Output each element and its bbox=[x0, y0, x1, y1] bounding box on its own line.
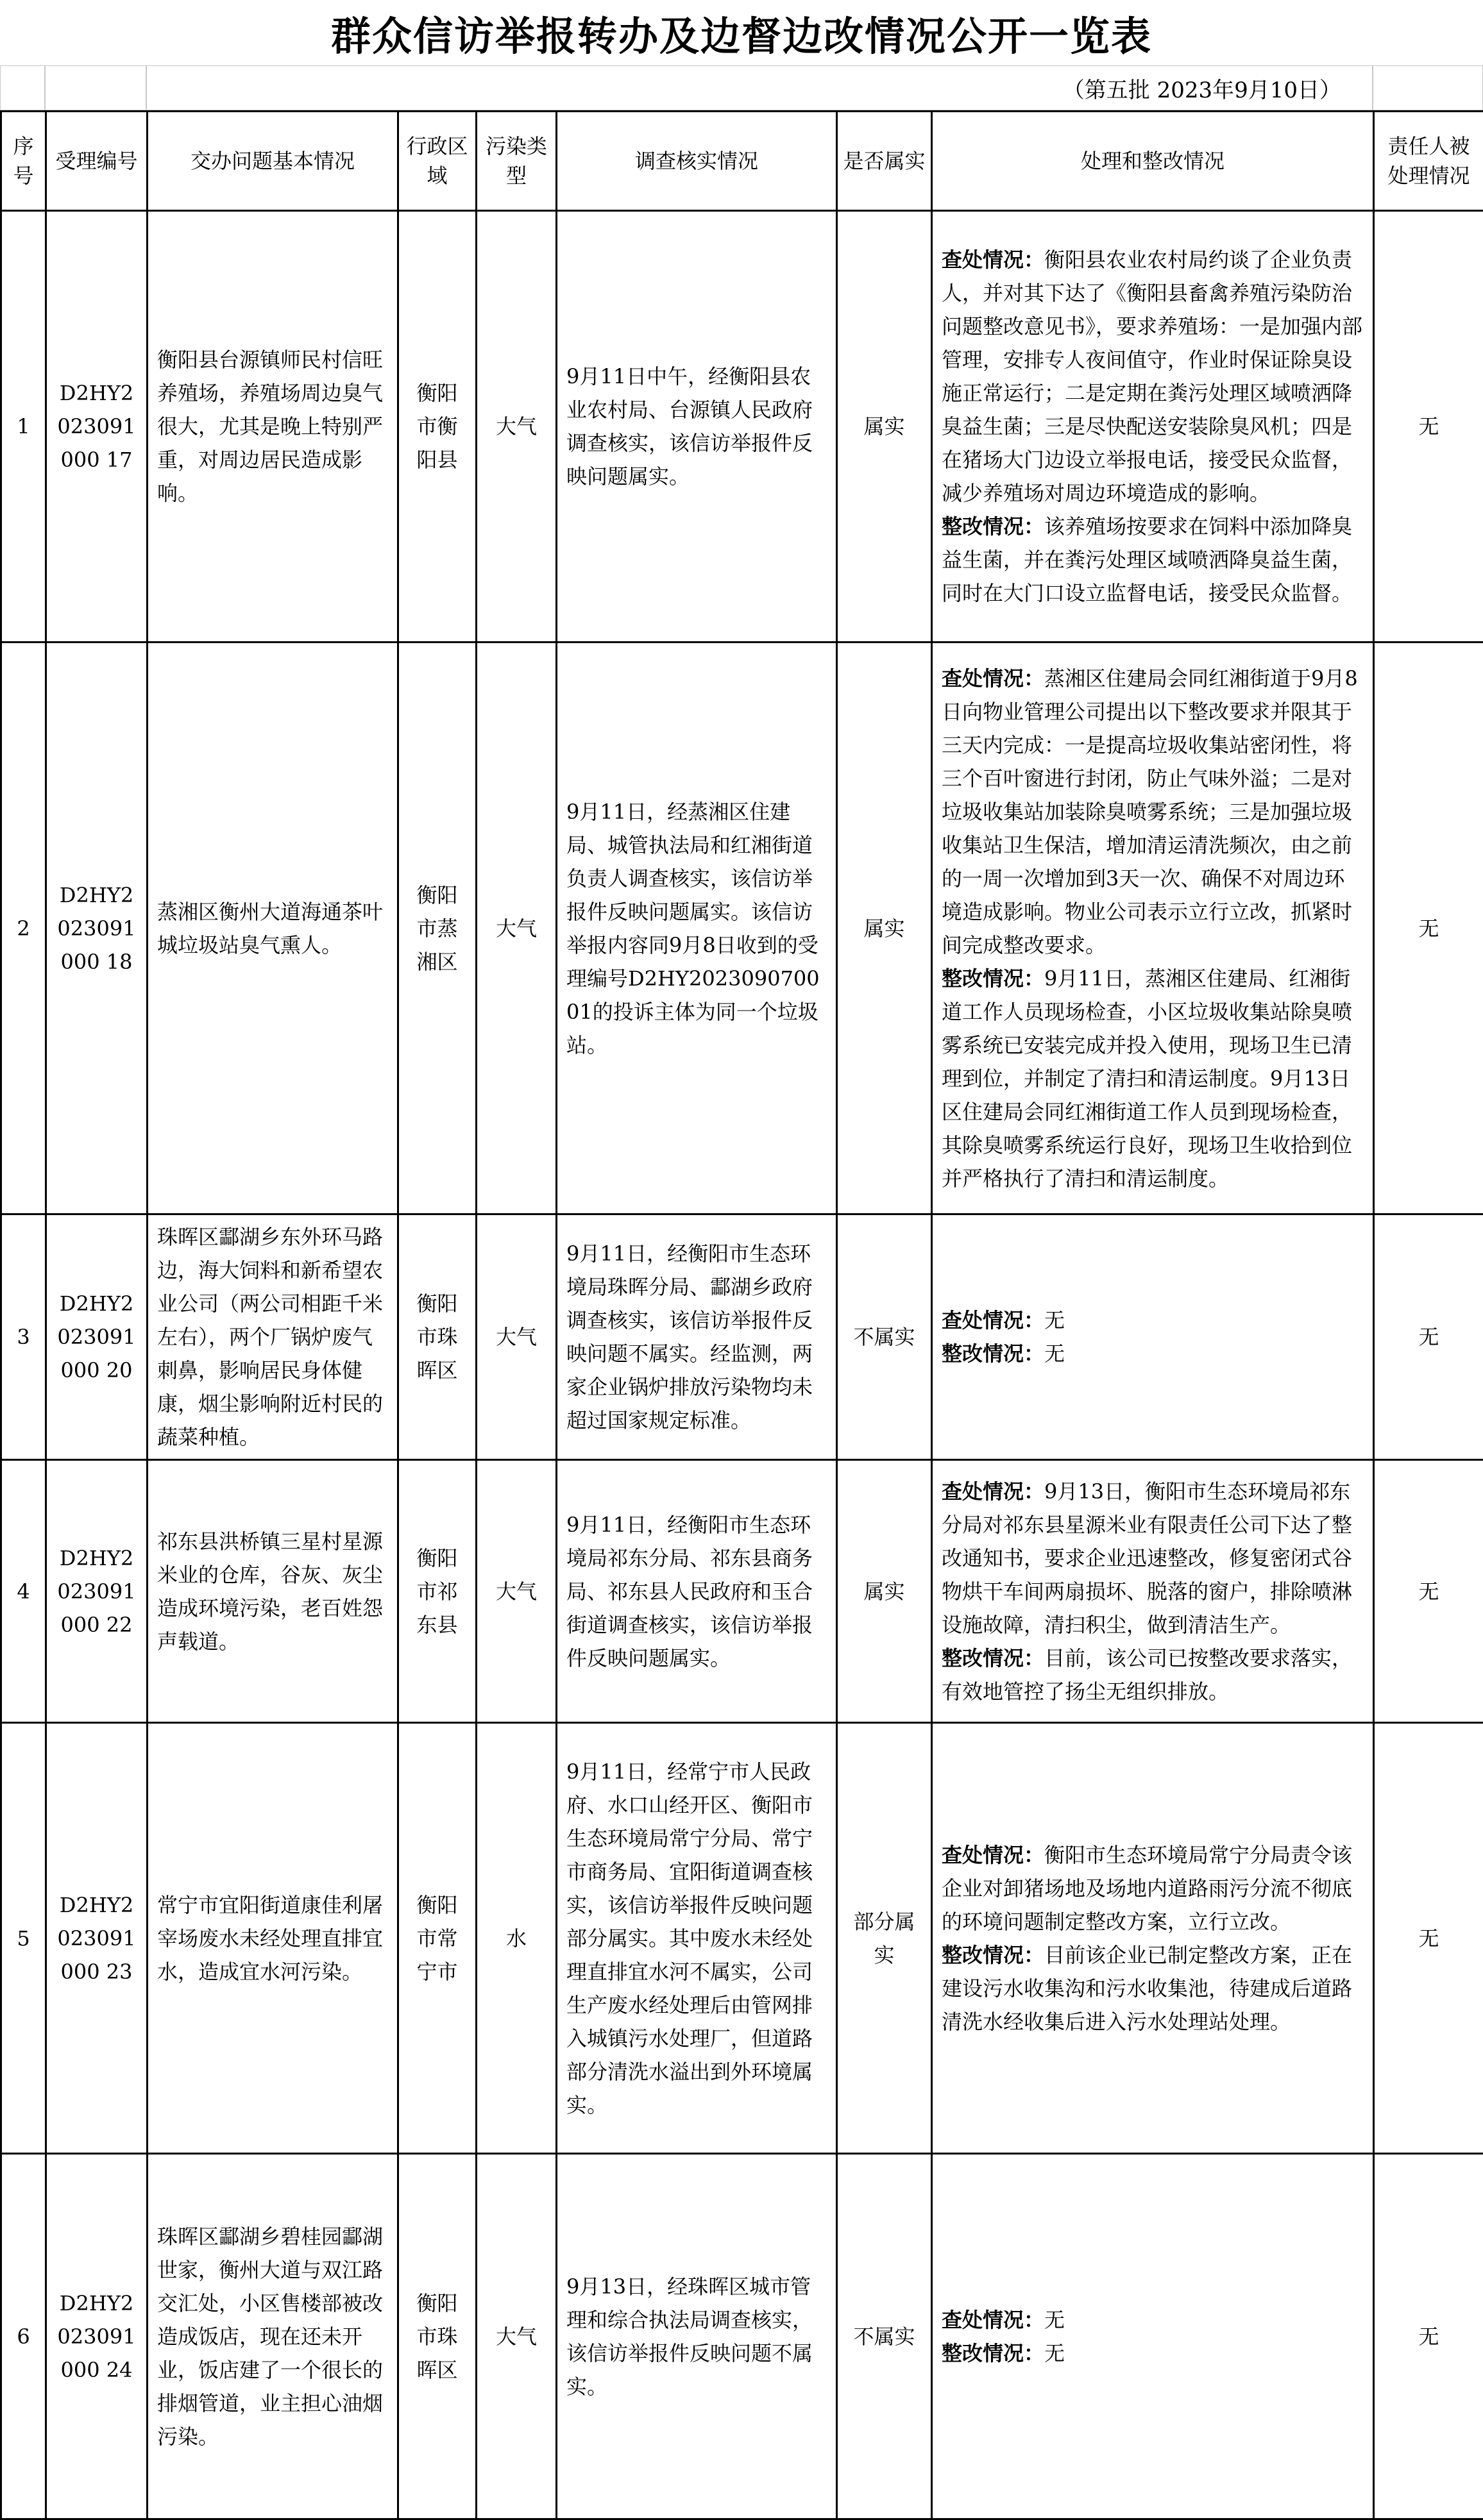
header-issue: 交办问题基本情况 bbox=[148, 112, 398, 211]
check-text: 衡阳县农业农村局约谈了企业负责人，并对其下达了《衡阳县畜禽养殖污染防治问题整改意见书》，要求养殖场：一是加强内部管理，安排专人夜间值守，作业时保证除臭设施正常运行；二是定期在粪污处理区域喷洒降臭益生菌；三是尽快配送安装除臭风机；四是在猪场大门边设立举报电话，接受民众监督，减少养殖场对周边环境造成的影响。 bbox=[942, 248, 1362, 505]
row-issue: 蒸湘区衡州大道海通茶叶城垃圾站臭气熏人。 bbox=[148, 643, 398, 1214]
row-issue: 衡阳县台源镇师民村信旺养殖场，养殖场周边臭气很大，尤其是晚上特别严重，对周边居民造成影响。 bbox=[148, 211, 398, 643]
header-verified: 是否属实 bbox=[837, 112, 932, 211]
row-code: D2HY2023091000 22 bbox=[46, 1460, 148, 1723]
fix-label: 整改情况： bbox=[942, 966, 1044, 991]
row-region: 衡阳市珠晖区 bbox=[398, 1214, 477, 1460]
row-verified: 属实 bbox=[837, 1460, 932, 1723]
check-label: 查处情况： bbox=[942, 1308, 1044, 1332]
table-row bbox=[1, 1460, 1483, 1723]
row-seq: 6 bbox=[1, 2154, 46, 2519]
fix-text: 目前，该公司已按整改要求落实，有效地管控了扬尘无组织排放。 bbox=[942, 1646, 1352, 1704]
row-code: D2HY2023091000 24 bbox=[46, 2154, 148, 2519]
fix-paragraph bbox=[942, 1337, 1364, 1370]
fix-text: 目前该企业已制定整改方案，正在建设污水收集沟和污水收集池，待建成后道路清洗水经收集后进入污水处理站处理。 bbox=[942, 1943, 1352, 2034]
row-responsible: 无 bbox=[1374, 211, 1483, 643]
check-text: 蒸湘区住建局会同红湘街道于9月8日向物业管理公司提出以下整改要求并限其于三天内完成：一是提高垃圾收集站密闭性，将三个百叶窗进行封闭，防止气味外溢；二是对垃圾收集站加装除臭喷雾系统；三是加强垃圾收集站卫生保洁，增加清运清洗频次，由之前的一周一次增加到3天一次、确保不对周边环境造成影响。物业公司表示立行立改，抓紧时间完成整改要求。 bbox=[942, 666, 1358, 957]
check-paragraph bbox=[942, 1475, 1364, 1642]
check-paragraph bbox=[942, 243, 1364, 510]
fix-label: 整改情况： bbox=[942, 514, 1044, 539]
blank-cell bbox=[1373, 65, 1483, 110]
row-code: D2HY2023091000 17 bbox=[46, 211, 148, 643]
row-code: D2HY2023091000 23 bbox=[46, 1723, 148, 2154]
check-text: 无 bbox=[1044, 1308, 1065, 1332]
row-responsible: 无 bbox=[1374, 2154, 1483, 2519]
check-text: 衡阳市生态环境局常宁分局责令该企业对卸猪场地及场地内道路雨污分流不彻底的环境问题制定整改方案，立行立改。 bbox=[942, 1843, 1352, 1934]
row-investigation: 9月11日，经衡阳市生态环境局祁东分局、祁东县商务局、祁东县人民政府和玉合街道调查核实，该信访举报件反映问题属实。 bbox=[557, 1460, 837, 1723]
row-type: 大气 bbox=[477, 1460, 557, 1723]
fix-label: 整改情况： bbox=[942, 1341, 1044, 1366]
fix-paragraph bbox=[942, 1642, 1364, 1708]
header-seq: 序号 bbox=[1, 112, 46, 211]
row-type: 水 bbox=[477, 1723, 557, 2154]
row-handling bbox=[932, 1214, 1374, 1460]
row-region: 衡阳市蒸湘区 bbox=[398, 643, 477, 1214]
check-label: 查处情况： bbox=[942, 1479, 1044, 1504]
fix-paragraph bbox=[942, 510, 1364, 610]
row-investigation: 9月11日，经蒸湘区住建局、城管执法局和红湘街道负责人调查核实，该信访举报件反映问题属实。该信访举报内容同9月8日收到的受理编号D2HY202309070001的投诉主体为同一个垃圾站。 bbox=[557, 643, 837, 1214]
row-code: D2HY2023091000 20 bbox=[46, 1214, 148, 1460]
row-handling bbox=[932, 643, 1374, 1214]
fix-label: 整改情况： bbox=[942, 1943, 1044, 1967]
table-header-row bbox=[1, 112, 1483, 211]
row-responsible: 无 bbox=[1374, 1214, 1483, 1460]
row-verified: 不属实 bbox=[837, 1214, 932, 1460]
batch-strip bbox=[0, 65, 1483, 110]
check-text: 9月13日，衡阳市生态环境局祁东分局对祁东县星源米业有限责任公司下达了整改通知书，要求企业迅速整改，修复密闭式谷物烘干车间两扇损坏、脱落的窗户，排除喷淋设施故障，清扫积尘，做到清洁生产。 bbox=[942, 1479, 1352, 1637]
check-label: 查处情况： bbox=[942, 2308, 1044, 2332]
row-type: 大气 bbox=[477, 2154, 557, 2519]
check-paragraph bbox=[942, 1838, 1364, 1938]
header-type: 污染类型 bbox=[477, 112, 557, 211]
row-region: 衡阳市珠晖区 bbox=[398, 2154, 477, 2519]
fix-text: 无 bbox=[1044, 1341, 1065, 1366]
row-verified: 不属实 bbox=[837, 2154, 932, 2519]
fix-paragraph bbox=[942, 2337, 1364, 2370]
header-region: 行政区域 bbox=[398, 112, 477, 211]
fix-label: 整改情况： bbox=[942, 1646, 1044, 1670]
row-handling bbox=[932, 1460, 1374, 1723]
check-label: 查处情况： bbox=[942, 1843, 1044, 1867]
row-verified: 属实 bbox=[837, 211, 932, 643]
fix-text: 9月11日，蒸湘区住建局、红湘街道工作人员现场检查，小区垃圾收集站除臭喷雾系统已安装完成并投入使用，现场卫生已清理到位，并制定了清扫和清运制度。9月13日区住建局会同红湘街道工作人员到现场检查，其除臭喷雾系统运行良好，现场卫生收拾到位并严格执行了清扫和清运制度。 bbox=[942, 966, 1352, 1191]
row-region: 衡阳市祁东县 bbox=[398, 1460, 477, 1723]
fix-text: 该养殖场按要求在饲料中添加降臭益生菌，并在粪污处理区域喷洒降臭益生菌，同时在大门口设立监督电话，接受民众监督。 bbox=[942, 514, 1352, 605]
row-code: D2HY2023091000 18 bbox=[46, 643, 148, 1214]
header-code: 受理编号 bbox=[46, 112, 148, 211]
row-seq: 5 bbox=[1, 1723, 46, 2154]
table-row bbox=[1, 1723, 1483, 2154]
check-paragraph bbox=[942, 2303, 1364, 2337]
blank-cell bbox=[45, 65, 146, 110]
row-issue: 珠晖区酃湖乡碧桂园酃湖世家，衡州大道与双江路交汇处，小区售楼部被改造成饭店，现在还未开业，饭店建了一个很长的排烟管道，业主担心油烟污染。 bbox=[148, 2154, 398, 2519]
row-verified: 部分属实 bbox=[837, 1723, 932, 2154]
check-label: 查处情况： bbox=[942, 666, 1044, 691]
row-region: 衡阳市衡阳县 bbox=[398, 211, 477, 643]
header-handling: 处理和整改情况 bbox=[932, 112, 1374, 211]
header-responsible: 责任人被处理情况 bbox=[1374, 112, 1483, 211]
blank-cell bbox=[0, 65, 45, 110]
row-responsible: 无 bbox=[1374, 1460, 1483, 1723]
row-responsible: 无 bbox=[1374, 643, 1483, 1214]
row-handling bbox=[932, 211, 1374, 643]
row-seq: 4 bbox=[1, 1460, 46, 1723]
fix-text: 无 bbox=[1044, 2341, 1065, 2365]
row-handling bbox=[932, 1723, 1374, 2154]
row-issue: 常宁市宜阳街道康佳利屠宰场废水未经处理直排宜水，造成宜水河污染。 bbox=[148, 1723, 398, 2154]
fix-paragraph bbox=[942, 1938, 1364, 2038]
row-issue: 珠晖区酃湖乡东外环马路边，海大饲料和新希望农业公司（两公司相距千米左右），两个厂锅炉废气刺鼻，影响居民身体健康，烟尘影响附近村民的蔬菜种植。 bbox=[148, 1214, 398, 1460]
table-row bbox=[1, 211, 1483, 643]
check-text: 无 bbox=[1044, 2308, 1065, 2332]
row-type: 大气 bbox=[477, 1214, 557, 1460]
disclosure-table bbox=[0, 110, 1483, 2520]
fix-label: 整改情况： bbox=[942, 2341, 1044, 2365]
table-row bbox=[1, 643, 1483, 1214]
table-row bbox=[1, 2154, 1483, 2519]
row-seq: 3 bbox=[1, 1214, 46, 1460]
row-type: 大气 bbox=[477, 643, 557, 1214]
row-investigation: 9月13日，经珠晖区城市管理和综合执法局调查核实，该信访举报件反映问题不属实。 bbox=[557, 2154, 837, 2519]
row-investigation: 9月11日，经常宁市人民政府、水口山经开区、衡阳市生态环境局常宁分局、常宁市商务局、宜阳街道调查核实，该信访举报件反映问题部分属实。其中废水未经处理直排宜水河不属实，公司生产废水经处理后由管网排入城镇污水处理厂，但道路部分清洗水溢出到外环境属实。 bbox=[557, 1723, 837, 2154]
row-seq: 1 bbox=[1, 211, 46, 643]
row-handling bbox=[932, 2154, 1374, 2519]
row-investigation: 9月11日中午，经衡阳县农业农村局、台源镇人民政府调查核实，该信访举报件反映问题属实。 bbox=[557, 211, 837, 643]
row-seq: 2 bbox=[1, 643, 46, 1214]
check-paragraph bbox=[942, 662, 1364, 962]
row-investigation: 9月11日，经衡阳市生态环境局珠晖分局、酃湖乡政府调查核实，该信访举报件反映问题不属实。经监测，两家企业锅炉排放污染物均未超过国家规定标准。 bbox=[557, 1214, 837, 1460]
batch-label: （第五批 2023年9月10日） bbox=[146, 65, 1373, 110]
table-row bbox=[1, 1214, 1483, 1460]
row-verified: 属实 bbox=[837, 643, 932, 1214]
page-title: 群众信访举报转办及边督边改情况公开一览表 bbox=[0, 0, 1483, 65]
row-type: 大气 bbox=[477, 211, 557, 643]
check-paragraph bbox=[942, 1304, 1364, 1337]
row-responsible: 无 bbox=[1374, 1723, 1483, 2154]
fix-paragraph bbox=[942, 962, 1364, 1195]
header-investigation: 调查核实情况 bbox=[557, 112, 837, 211]
row-region: 衡阳市常宁市 bbox=[398, 1723, 477, 2154]
check-label: 查处情况： bbox=[942, 248, 1044, 272]
row-issue: 祁东县洪桥镇三星村星源米业的仓库，谷灰、灰尘造成环境污染，老百姓怨声载道。 bbox=[148, 1460, 398, 1723]
